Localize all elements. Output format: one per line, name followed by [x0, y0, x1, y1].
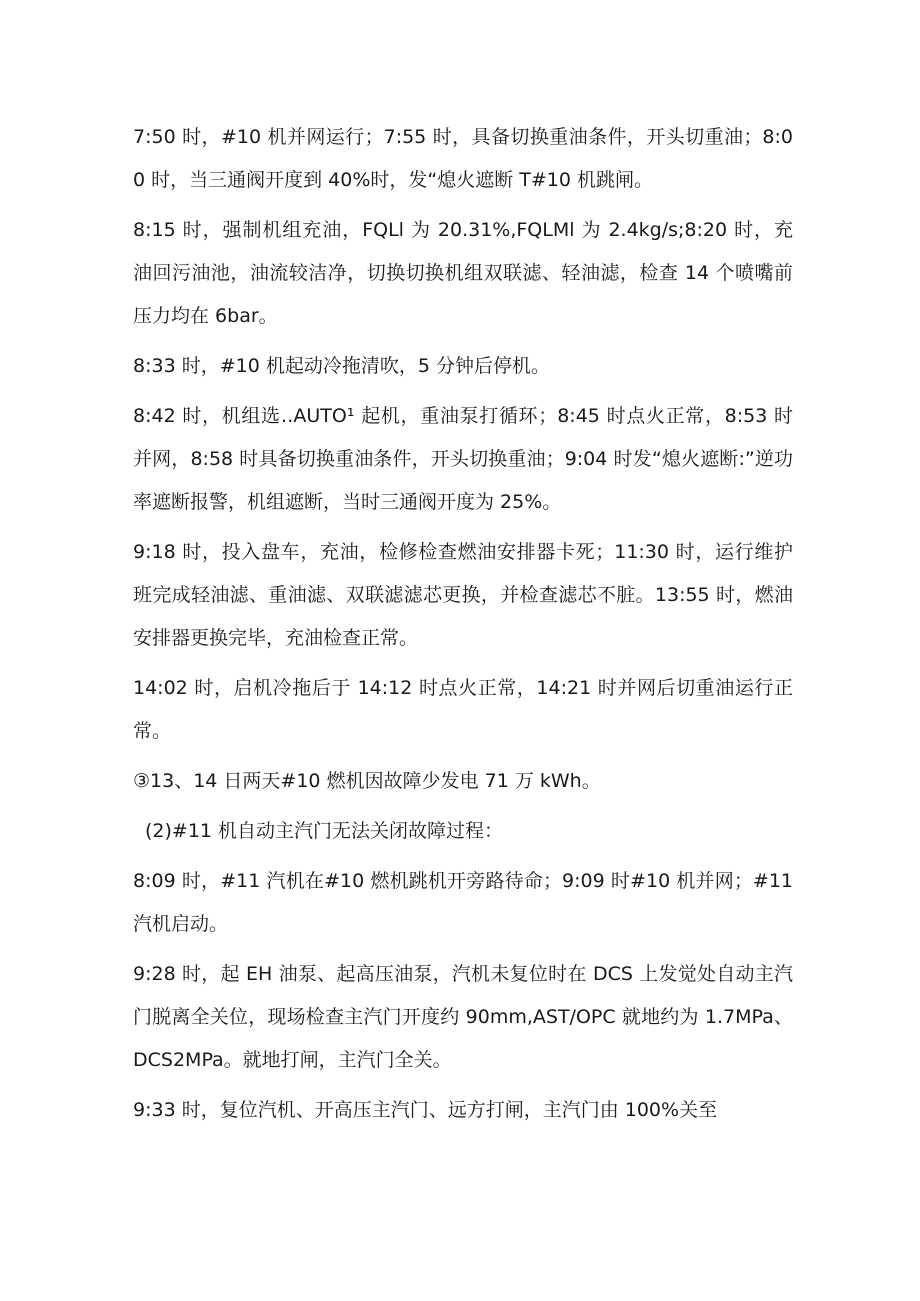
paragraph-9: 8:09 时，#11 汽机在#10 燃机跳机开旁路待命；9:09 时#10 机并网；#11 汽机启动。 — [133, 870, 793, 935]
paragraph-6: 14:02 时，启机冷拖后于 14:12 时点火正常，14:21 时并网后切重油运行正常。 — [133, 677, 793, 742]
paragraph-3: 8:33 时，#10 机起动冷拖清吹，5 分钟后停机。 — [133, 355, 550, 377]
document-body — [133, 116, 793, 1139]
section-heading: (2)#11 机自动主汽门无法关闭故障过程： — [145, 820, 504, 842]
paragraph-11: 9:33 时，复位汽机、开高压主汽门、远方打闸，主汽门由 100%关至 — [133, 1099, 718, 1121]
paragraph-2: 8:15 时，强制机组充油，FQLl 为 20.31%,FQLMl 为 2.4kg∕s;8:20 时，充油回污油池，油流较洁净，切换切换机组双联滤、轻油滤，检查 14 个喷嘴前压力均在 6bar。 — [133, 219, 793, 327]
paragraph-5: 9:18 时，投入盘车，充油，检修检查燃油安排器卡死；11:30 时，运行维护班完成轻油滤、重油滤、双联滤滤芯更换，并检查滤芯不脏。13:55 时，燃油安排器更换完毕，充油检查正常。 — [133, 541, 793, 649]
paragraph-10: 9:28 时，起 EH 油泵、起高压油泵，汽机未复位时在 DCS 上发觉处自动主汽门脱离全关位，现场检查主汽门开度约 90mm,AST/OPC 就地约为 1.7MPa、DCS2MPa。就地打闸，主汽门全关。 — [133, 963, 793, 1071]
paragraph-4: 8:42 时，机组选‥AUTO¹ 起机，重油泵打循环；8:45 时点火正常，8:53 时并网，8:58 时具备切换重油条件，开头切换重油；9:04 时发“熄火遮断:”逆功率遮断报警，机组遮断，当时三通阀开度为 25%。 — [133, 405, 793, 513]
paragraph-1: 7:50 时，#10 机并网运行；7:55 时，具备切换重油条件，开头切重油；8:00 时，当三通阀开度到 40%时，发“熄火遮断 T#10 机跳闸。 — [133, 126, 793, 191]
paragraph-7: ③13、14 日两天#10 燃机因故障少发电 71 万 kWh。 — [133, 770, 601, 792]
